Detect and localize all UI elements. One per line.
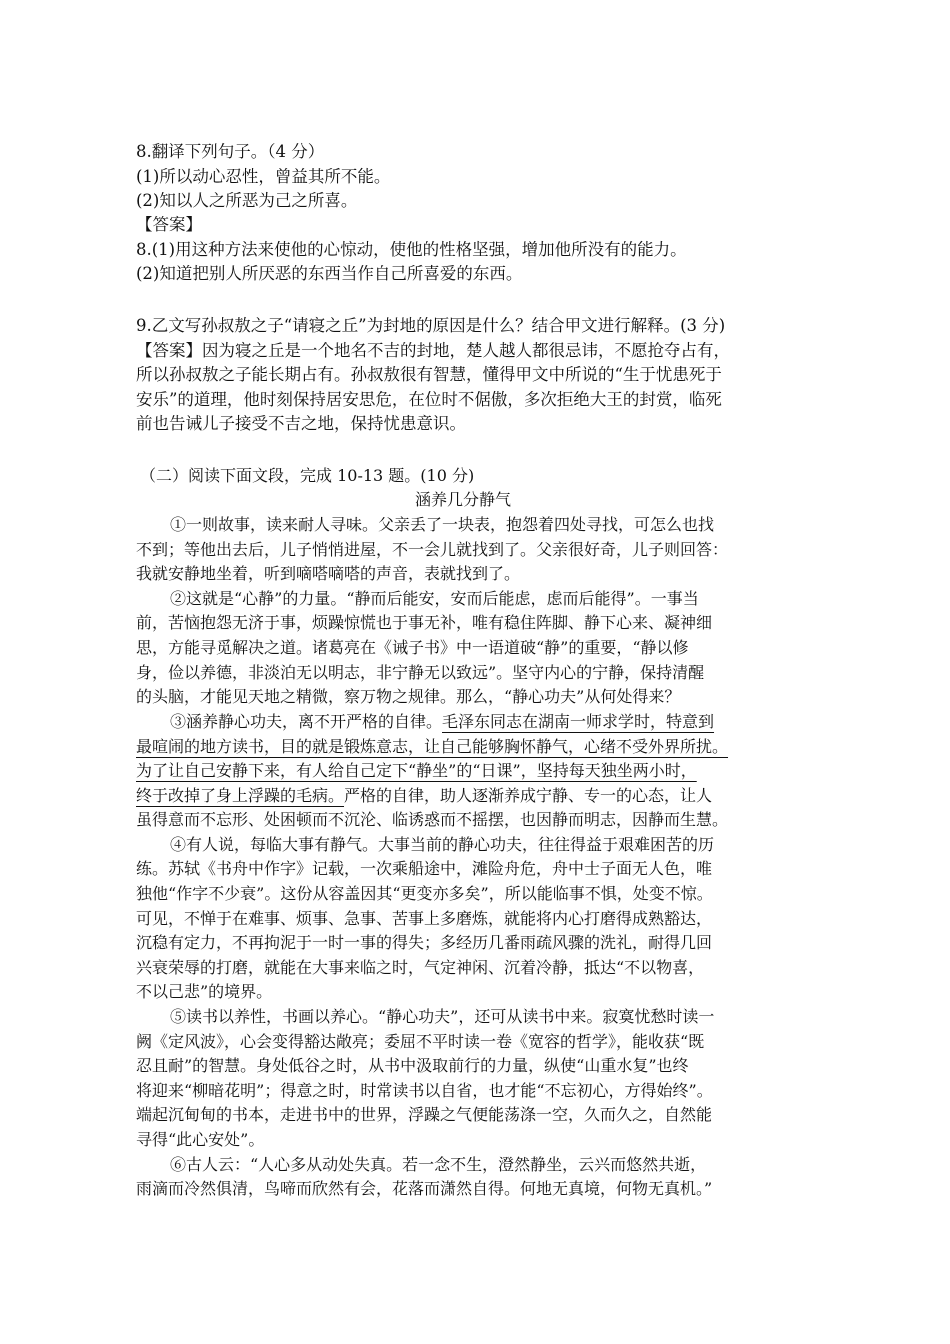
paragraph-line (136, 785, 712, 807)
paragraph-line: 我就安静地坐着，听到嘀嗒嘀嗒的声音，表就找到了。 (136, 564, 521, 583)
question-8-item-2: (2)知以人之所恶为己之所喜。 (136, 191, 358, 210)
paragraph-line: 练。苏轼《书舟中作字》记载，一次乘船途中，滩险舟危，舟中士子面无人色，唯 (136, 859, 713, 878)
paragraph-line: 虽得意而不忘形、处困顿而不沉沦、临诱惑而不摇摆，也因静而明志，因静而生慧。 (136, 810, 729, 829)
paragraph-line: 兴衰荣辱的打磨，就能在大事来临之时，气定神闲、沉着冷静，抵达“不以物喜， (136, 958, 705, 977)
section-intro: （二）阅读下面文段，完成 10-13 题。(10 分) (140, 466, 475, 485)
question-8-item-1: (1)所以动心忍性，曾益其所不能。 (136, 167, 391, 186)
paragraph-line: 独他“作字不少衰”。这份从容盖因其“更变亦多矣”，所以能临事不惧，处变不惊。 (136, 884, 713, 903)
paragraph-line: 将迎来“柳暗花明”；得意之时，时常读书以自省，也才能“不忘初心，方得始终”。 (136, 1081, 713, 1100)
passage-title: 涵养几分静气 (415, 490, 512, 509)
question-9-title: 9.乙文写孙叔敖之子“请寝之丘”为封地的原因是什么？结合甲文进行解释。(3 分) (136, 316, 726, 335)
paragraph-line: ④有人说，每临大事有静气。大事当前的静心功夫，往往得益于艰难困苦的历 (170, 835, 715, 854)
paragraph-line: 前，苦恼抱怨无济于事，烦躁惊慌也于事无补，唯有稳住阵脚、静下心来、凝神细 (136, 613, 713, 632)
paragraph-line: 端起沉甸甸的书本，走进书中的世界，浮躁之气便能荡涤一空，久而久之，自然能 (136, 1105, 713, 1124)
paragraph-line (136, 736, 728, 758)
underlined-text: 毛泽东同志在湖南一师求学时，特意到 (442, 712, 715, 731)
paragraph-line: 阙《定风波》，心会变得豁达敞亮；委屈不平时读一卷《宽容的哲学》，能收获“既 (136, 1032, 705, 1051)
paragraph-line (170, 711, 714, 733)
paragraph-line: 雨滴而冷然俱清，鸟啼而欣然有会，花落而潇然自得。何地无真境，何物无真机。” (136, 1179, 713, 1198)
underlined-text: 最喧闹的地方读书，目的就是锻炼意志，让自己能够胸怀静气，心绪不受外界所扰。 (136, 737, 729, 756)
paragraph-line: 寻得“此心安处”。 (136, 1130, 265, 1149)
paragraph-line: ①一则故事，读来耐人寻味。父亲丢了一块表，抱怨着四处寻找，可怎么也找 (170, 515, 715, 534)
paragraph-line: ⑤读书以养性，书画以养心。“静心功夫”，还可从读书中来。寂寞忧愁时读一 (170, 1007, 715, 1026)
question-9-answer-line: 所以孙叔敖之子能长期占有。孙叔敖很有智慧，懂得甲文中所说的“生于忧患死于 (136, 365, 722, 384)
paragraph-line: ⑥古人云：“人心多从动处失真。若一念不生，澄然静坐，云兴而悠然共逝， (170, 1155, 707, 1174)
paragraph-line: 的头脑，才能见天地之精微，察万物之规律。那么，“静心功夫”从何处得来？ (136, 687, 681, 706)
paragraph-line: 忍且耐”的智慧。身处低谷之时，从书中汲取前行的力量，纵使“山重水复”也终 (136, 1056, 689, 1075)
question-9-answer-line: 前也告诫儿子接受不吉之地，保持忧患意识。 (136, 414, 466, 433)
paragraph-line (136, 760, 697, 782)
paragraph-line: ②这就是“心静”的力量。“静而后能安，安而后能虑，虑而后能得”。一事当 (170, 589, 699, 608)
question-9-answer-line: 【答案】因为寝之丘是一个地名不吉的封地，楚人越人都很忌讳，不愿抢夺占有， (136, 341, 730, 360)
answer-label: 【答案】 (136, 215, 202, 234)
paragraph-line: 不以己悲”的境界。 (136, 982, 273, 1001)
paragraph-line: 可见，不惮于在难事、烦事、急事、苦事上多磨炼，就能将内心打磨得成熟豁达， (136, 909, 713, 928)
paragraph-line: 沉稳有定力，不再拘泥于一时一事的得失；多经历几番雨疏风骤的洗礼，耐得几回 (136, 933, 713, 952)
question-8-answer-1: 8.(1)用这种方法来使他的心惊动，使他的性格坚强，增加他所没有的能力。 (136, 240, 687, 259)
underlined-text: 为了让自己安静下来，有人给自己定下“静坐”的“日课”，坚持每天独坐两小时， (136, 761, 697, 780)
underlined-text: 终于改掉了身上浮躁的毛病。 (136, 786, 345, 805)
paragraph-line: 不到；等他出去后，儿子悄悄进屋，不一会儿就找到了。父亲很好奇，儿子则回答： (136, 540, 729, 559)
question-8-answer-2: (2)知道把别人所厌恶的东西当作自己所喜爱的东西。 (136, 264, 523, 283)
question-8-title: 8.翻译下列句子。（4 分） (136, 142, 325, 161)
paragraph-line: 思，方能寻觅解决之道。诸葛亮在《诫子书》中一语道破“静”的重要，“静以修 (136, 638, 689, 657)
paragraph-line: 身，俭以养德，非淡泊无以明志，非宁静无以致远”。坚守内心的宁静，保持清醒 (136, 663, 705, 682)
question-9-answer-line: 安乐”的道理，他时刻保持居安思危，在位时不倨傲，多次拒绝大王的封赏，临死 (136, 390, 722, 409)
plain-text: 严格的自律，助人逐渐养成宁静、专一的心态，让人 (344, 786, 713, 805)
plain-text: ③涵养静心功夫，离不开严格的自律。 (170, 712, 443, 731)
